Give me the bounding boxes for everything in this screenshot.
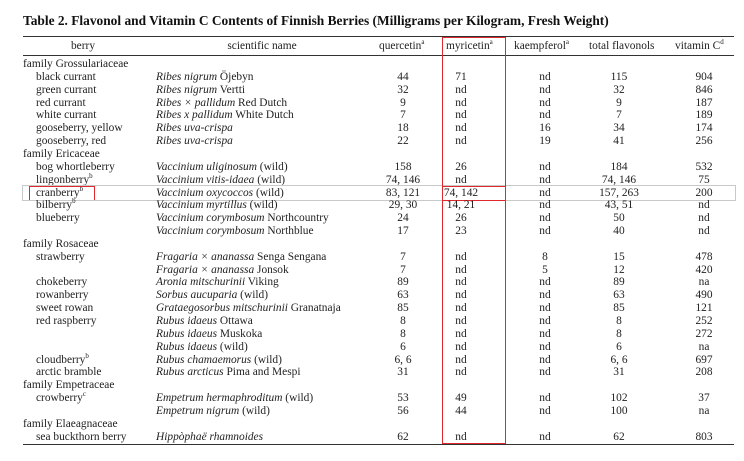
- total-flavonols-value: 32: [613, 83, 625, 96]
- berry-name-text: bilberry: [36, 199, 73, 212]
- total-flavonols-value: 89: [613, 276, 625, 289]
- berry-name: [36, 302, 93, 315]
- cultivar-name: (wild): [254, 173, 286, 186]
- top-rule: [23, 36, 734, 37]
- total-flavonols-value: 50: [613, 212, 625, 225]
- total-flavonols-value: 12: [613, 263, 625, 276]
- berry-name: [36, 366, 101, 379]
- myricetin-value: 26: [455, 160, 467, 173]
- total-flavonols-value: 41: [613, 135, 625, 148]
- scientific-name: [156, 315, 253, 328]
- berry-name: [36, 289, 89, 302]
- vitamin-c-value: 904: [695, 70, 713, 83]
- cultivar-name: Red Dutch: [235, 96, 288, 109]
- berry-name: [36, 84, 96, 97]
- quercetin-value: 8: [400, 327, 406, 340]
- species-name: Fragaria × ananassa: [156, 250, 255, 263]
- berry-name-text: cranberry: [36, 186, 80, 199]
- vitamin-c-value: na: [698, 340, 710, 353]
- species-name: Ribes x pallidum: [156, 109, 233, 122]
- berry-name: [36, 251, 85, 264]
- species-name: Rubus arcticus: [156, 366, 224, 379]
- vitamin-c-value: 478: [695, 250, 713, 263]
- berry-name: [36, 122, 123, 135]
- berry-footnote-mark: b: [72, 197, 76, 206]
- berry-footnote-mark: b: [85, 351, 89, 360]
- header-scientific-name: scientific name: [227, 40, 297, 52]
- berry-name-text: rowanberry: [36, 289, 89, 302]
- cultivar-name: (wild): [217, 340, 248, 353]
- myricetin-value: nd: [455, 109, 467, 122]
- species-name: Vaccinium oxycoccos: [156, 186, 254, 199]
- quercetin-value: 89: [397, 276, 409, 289]
- vitamin-c-value: nd: [698, 212, 710, 225]
- species-name: Empetrum nigrum: [156, 404, 240, 417]
- kaempferol-value: nd: [539, 353, 551, 366]
- cultivar-name: (wild): [246, 199, 278, 212]
- total-flavonols-value: 7: [616, 109, 622, 122]
- header-vitamin-c-label: vitamin C: [675, 40, 721, 52]
- cultivar-name: Vertti: [217, 83, 246, 96]
- berry-name: [36, 392, 86, 405]
- total-flavonols-value: 43, 51: [604, 199, 634, 212]
- berry-name: [36, 109, 96, 122]
- myricetin-value: 49: [455, 392, 467, 405]
- species-name: Rubus idaeus: [156, 340, 218, 353]
- cultivar-name: Viking: [245, 276, 279, 289]
- myricetin-value: 44: [455, 404, 467, 417]
- kaempferol-value: nd: [539, 340, 551, 353]
- kaempferol-value: nd: [539, 327, 551, 340]
- total-flavonols-value: 74, 146: [601, 173, 637, 186]
- header-rule: [23, 55, 734, 56]
- family-heading: family Ericaceae: [23, 147, 100, 160]
- berry-name-text: sea buckthorn berry: [36, 430, 127, 443]
- myricetin-value: 71: [455, 70, 467, 83]
- vitamin-c-value: 208: [695, 366, 713, 379]
- myricetin-value: nd: [455, 340, 467, 353]
- berry-name-text: arctic bramble: [36, 366, 102, 379]
- myricetin-value: nd: [455, 250, 467, 263]
- total-flavonols-value: 6: [616, 340, 622, 353]
- header-quercetin-label: quercetin: [379, 40, 422, 52]
- quercetin-value: 32: [397, 83, 409, 96]
- vitamin-c-value: 803: [695, 430, 713, 443]
- species-name: Rubus idaeus: [156, 327, 218, 340]
- kaempferol-value: nd: [539, 173, 551, 186]
- quercetin-value: 22: [397, 135, 409, 148]
- berry-name-text: sweet rowan: [36, 302, 94, 315]
- scientific-name: [156, 302, 341, 315]
- total-flavonols-value: 115: [610, 70, 628, 83]
- species-name: Rubus chamaemorus: [156, 353, 252, 366]
- species-name: Hippòphaë rhamnoides: [156, 430, 264, 443]
- kaempferol-value: nd: [539, 302, 551, 315]
- cultivar-name: Öjebyn: [217, 70, 254, 83]
- header-vitamin-c: [675, 40, 724, 53]
- header-kaempferol-label: kaempferol: [514, 40, 566, 52]
- scientific-name: [156, 276, 279, 289]
- myricetin-value: 23: [455, 225, 467, 238]
- cultivar-name: Muskoka: [217, 327, 263, 340]
- cultivar-name: Granatnaja: [287, 302, 341, 315]
- cultivar-name: Senga Sengana: [254, 250, 327, 263]
- vitamin-c-value: 252: [695, 315, 713, 327]
- species-name: Ribes × pallidum: [156, 96, 236, 109]
- kaempferol-value: nd: [539, 430, 551, 443]
- myricetin-value: 74, 142: [443, 186, 479, 199]
- quercetin-value: 44: [397, 70, 409, 83]
- berry-name: [36, 71, 96, 84]
- species-name: Empetrum hermaphroditum: [156, 392, 283, 405]
- cultivar-name: White Dutch: [232, 109, 294, 122]
- cultivar-name: Northblue: [264, 225, 314, 238]
- berry-name: [36, 276, 87, 289]
- vitamin-c-value: 75: [698, 173, 710, 186]
- quercetin-value: 8: [400, 315, 406, 327]
- species-name: Sorbus aucuparia: [156, 289, 238, 302]
- myricetin-value: nd: [455, 327, 467, 340]
- vitamin-c-value: 490: [695, 289, 713, 302]
- quercetin-value: 6: [400, 340, 406, 353]
- quercetin-value: 9: [400, 96, 406, 109]
- quercetin-value: 62: [397, 430, 409, 443]
- header-myricetin: [446, 40, 493, 53]
- myricetin-value: nd: [455, 302, 467, 315]
- total-flavonols-value: 34: [613, 122, 625, 135]
- scientific-name: [156, 84, 245, 97]
- quercetin-value: 158: [394, 160, 412, 173]
- scientific-name: [156, 366, 301, 379]
- quercetin-value: 56: [397, 404, 409, 417]
- myricetin-value: nd: [455, 276, 467, 289]
- berry-name-text: cloudberry: [36, 353, 86, 366]
- species-name: Ribes uva-crispa: [156, 135, 233, 148]
- species-name: Rubus idaeus: [156, 315, 218, 327]
- kaempferol-value: nd: [539, 404, 551, 417]
- kaempferol-value: nd: [539, 366, 551, 379]
- myricetin-value: 14, 21: [446, 199, 476, 212]
- vitamin-c-value: 532: [695, 160, 713, 173]
- kaempferol-value: nd: [539, 225, 551, 238]
- header-myricetin-note: a: [489, 38, 493, 47]
- species-name: Vaccinium vitis-idaea: [156, 173, 255, 186]
- header-vitamin-c-note: d: [720, 38, 724, 47]
- species-name: Vaccinium corymbosum: [156, 225, 265, 238]
- kaempferol-value: nd: [539, 109, 551, 122]
- species-name: Fragaria × ananassa: [156, 263, 255, 276]
- kaempferol-value: nd: [539, 96, 551, 109]
- scientific-name: [156, 212, 329, 225]
- family-heading: family Grossulariaceae: [23, 58, 129, 70]
- scientific-name: [156, 341, 248, 354]
- family-heading: family Rosaceae: [23, 237, 99, 250]
- berry-name-text: crowberry: [36, 392, 83, 405]
- total-flavonols-value: 6, 6: [610, 353, 628, 366]
- table-title: Table 2. Flavonol and Vitamin C Contents of Finnish Berries (Milligrams per Kilogram, Fresh Weight): [23, 13, 609, 28]
- vitamin-c-value: 200: [695, 186, 713, 199]
- vitamin-c-value: nd: [698, 199, 710, 212]
- total-flavonols-value: 40: [613, 225, 625, 238]
- vitamin-c-value: 272: [695, 327, 713, 340]
- kaempferol-value: 16: [539, 122, 551, 135]
- quercetin-value: 18: [397, 122, 409, 135]
- vitamin-c-value: na: [698, 276, 710, 289]
- berry-name-text: chokeberry: [36, 276, 88, 289]
- total-flavonols-value: 85: [613, 302, 625, 315]
- kaempferol-value: nd: [539, 289, 551, 302]
- scientific-name: [156, 405, 270, 418]
- species-name: Ribes uva-crispa: [156, 122, 233, 135]
- berry-name: [36, 199, 76, 212]
- bottom-rule: [23, 444, 734, 445]
- species-name: Vaccinium corymbosum: [156, 212, 265, 225]
- header-total-flavonols: total flavonols: [589, 40, 655, 52]
- berry-footnote-mark: b: [89, 171, 93, 180]
- berry-footnote-mark: b: [79, 184, 84, 193]
- myricetin-value: nd: [455, 135, 467, 148]
- header-kaempferol-note: a: [565, 38, 569, 47]
- cultivar-name: (wild): [282, 392, 314, 405]
- berry-name: [36, 97, 86, 110]
- kaempferol-value: nd: [539, 392, 551, 405]
- scientific-name: [156, 264, 289, 277]
- total-flavonols-value: 100: [610, 404, 628, 417]
- header-myricetin-label: myricetin: [446, 40, 490, 52]
- kaempferol-value: nd: [539, 315, 551, 327]
- myricetin-value: nd: [455, 263, 467, 276]
- scientific-name: [156, 328, 262, 341]
- total-flavonols-value: 9: [616, 96, 622, 109]
- total-flavonols-value: 31: [613, 366, 625, 379]
- myricetin-value: nd: [455, 122, 467, 135]
- quercetin-value: 7: [400, 250, 406, 263]
- total-flavonols-value: 157, 263: [599, 186, 639, 199]
- berry-footnote-mark: c: [82, 390, 86, 399]
- family-heading: family Elaeagnaceae: [23, 417, 118, 430]
- berry-name: [36, 135, 106, 148]
- species-name: Aronia mitschurinii: [156, 276, 246, 289]
- kaempferol-value: 8: [542, 250, 548, 263]
- total-flavonols-value: 62: [613, 430, 625, 443]
- quercetin-value: 24: [397, 212, 409, 225]
- header-berry: berry: [70, 40, 96, 52]
- cultivar-name: (wild): [237, 289, 269, 302]
- kaempferol-value: nd: [539, 83, 551, 96]
- kaempferol-value: nd: [539, 212, 551, 225]
- scientific-name: [156, 109, 294, 122]
- scientific-name: [156, 97, 287, 110]
- myricetin-value: 26: [455, 212, 467, 225]
- vitamin-c-value: nd: [698, 225, 710, 238]
- cultivar-name: (wild): [256, 160, 288, 173]
- vitamin-c-value: 420: [695, 263, 713, 276]
- berry-name-text: white currant: [36, 109, 97, 122]
- scientific-name: [156, 135, 233, 148]
- scientific-name: [156, 161, 288, 174]
- scientific-name: [156, 199, 277, 212]
- cultivar-name: Pima and Mespi: [223, 366, 301, 379]
- quercetin-value: 74, 146: [385, 173, 421, 186]
- myricetin-value: nd: [455, 366, 467, 379]
- cultivar-name: (wild): [239, 404, 270, 417]
- myricetin-value: nd: [455, 96, 467, 109]
- vitamin-c-value: 174: [695, 122, 713, 135]
- cultivar-name: Northcountry: [264, 212, 329, 225]
- species-name: Vaccinium uliginosum: [156, 160, 257, 173]
- berry-name-text: blueberry: [36, 212, 80, 225]
- kaempferol-value: 5: [542, 263, 548, 276]
- myricetin-value: nd: [455, 83, 467, 96]
- berry-name-text: lingonberry: [36, 173, 90, 186]
- scientific-name: [156, 289, 268, 302]
- berry-name-text: black currant: [36, 70, 96, 83]
- family-heading: family Empetraceae: [23, 379, 115, 392]
- quercetin-value: 29, 30: [388, 199, 418, 212]
- scientific-name: [156, 354, 282, 367]
- vitamin-c-value: 256: [695, 135, 713, 148]
- myricetin-value: nd: [455, 430, 467, 443]
- myricetin-value: nd: [455, 353, 467, 366]
- myricetin-column-highlight: [442, 37, 506, 444]
- berry-name: [36, 315, 96, 328]
- myricetin-value: nd: [455, 173, 467, 186]
- species-name: Ribes nigrum: [156, 70, 218, 83]
- berry-name: [36, 431, 126, 444]
- scientific-name: [156, 392, 313, 405]
- quercetin-value: 63: [397, 289, 409, 302]
- total-flavonols-value: 8: [616, 315, 622, 327]
- myricetin-value: nd: [455, 315, 467, 327]
- header-kaempferol: [514, 40, 569, 53]
- kaempferol-value: nd: [539, 186, 551, 199]
- berry-name: [36, 351, 89, 367]
- berry-name-text: red raspberry: [36, 315, 97, 327]
- quercetin-value: 31: [397, 366, 409, 379]
- berry-name-text: red currant: [36, 96, 86, 109]
- berry-name-text: gooseberry, yellow: [36, 122, 123, 135]
- total-flavonols-value: 8: [616, 327, 622, 340]
- scientific-name: [156, 122, 233, 135]
- quercetin-value: 17: [397, 225, 409, 238]
- scientific-name: [156, 225, 314, 238]
- total-flavonols-value: 184: [610, 160, 628, 173]
- vitamin-c-value: 697: [695, 353, 713, 366]
- quercetin-value: 7: [400, 263, 406, 276]
- scientific-name: [156, 251, 326, 264]
- berry-name-text: strawberry: [36, 250, 85, 263]
- berry-name-text: gooseberry, red: [36, 135, 107, 148]
- cultivar-name: Jonsok: [254, 263, 289, 276]
- species-name: Ribes nigrum: [156, 83, 218, 96]
- kaempferol-value: nd: [539, 199, 551, 212]
- quercetin-value: 83, 121: [385, 186, 421, 199]
- cultivar-name: Ottawa: [217, 315, 253, 327]
- berry-name: [36, 212, 80, 225]
- header-quercetin: [379, 40, 425, 53]
- quercetin-value: 53: [397, 392, 409, 405]
- scientific-name: [156, 71, 253, 84]
- quercetin-value: 6, 6: [394, 353, 412, 366]
- vitamin-c-value: 187: [695, 96, 713, 109]
- vitamin-c-value: na: [698, 404, 710, 417]
- species-name: Grataegosorbus mitschurinii: [156, 302, 288, 315]
- berry-name-text: green currant: [36, 83, 97, 96]
- kaempferol-value: 19: [539, 135, 551, 148]
- quercetin-value: 7: [400, 109, 406, 122]
- vitamin-c-value: 189: [695, 109, 713, 122]
- vitamin-c-value: 121: [695, 302, 713, 315]
- species-name: Vaccinium myrtillus: [156, 199, 247, 212]
- myricetin-value: nd: [455, 289, 467, 302]
- kaempferol-value: nd: [539, 160, 551, 173]
- vitamin-c-value: 37: [698, 392, 710, 405]
- kaempferol-value: nd: [539, 276, 551, 289]
- vitamin-c-value: 846: [695, 83, 713, 96]
- total-flavonols-value: 63: [613, 289, 625, 302]
- header-quercetin-note: a: [421, 38, 425, 47]
- cultivar-name: (wild): [253, 186, 284, 199]
- scientific-name: [156, 431, 263, 444]
- cultivar-name: (wild): [251, 353, 282, 366]
- quercetin-value: 85: [397, 302, 409, 315]
- berry-name: [36, 161, 115, 174]
- kaempferol-value: nd: [539, 70, 551, 83]
- total-flavonols-value: 15: [613, 250, 625, 263]
- berry-name-text: bog whortleberry: [36, 160, 115, 173]
- total-flavonols-value: 102: [610, 392, 628, 405]
